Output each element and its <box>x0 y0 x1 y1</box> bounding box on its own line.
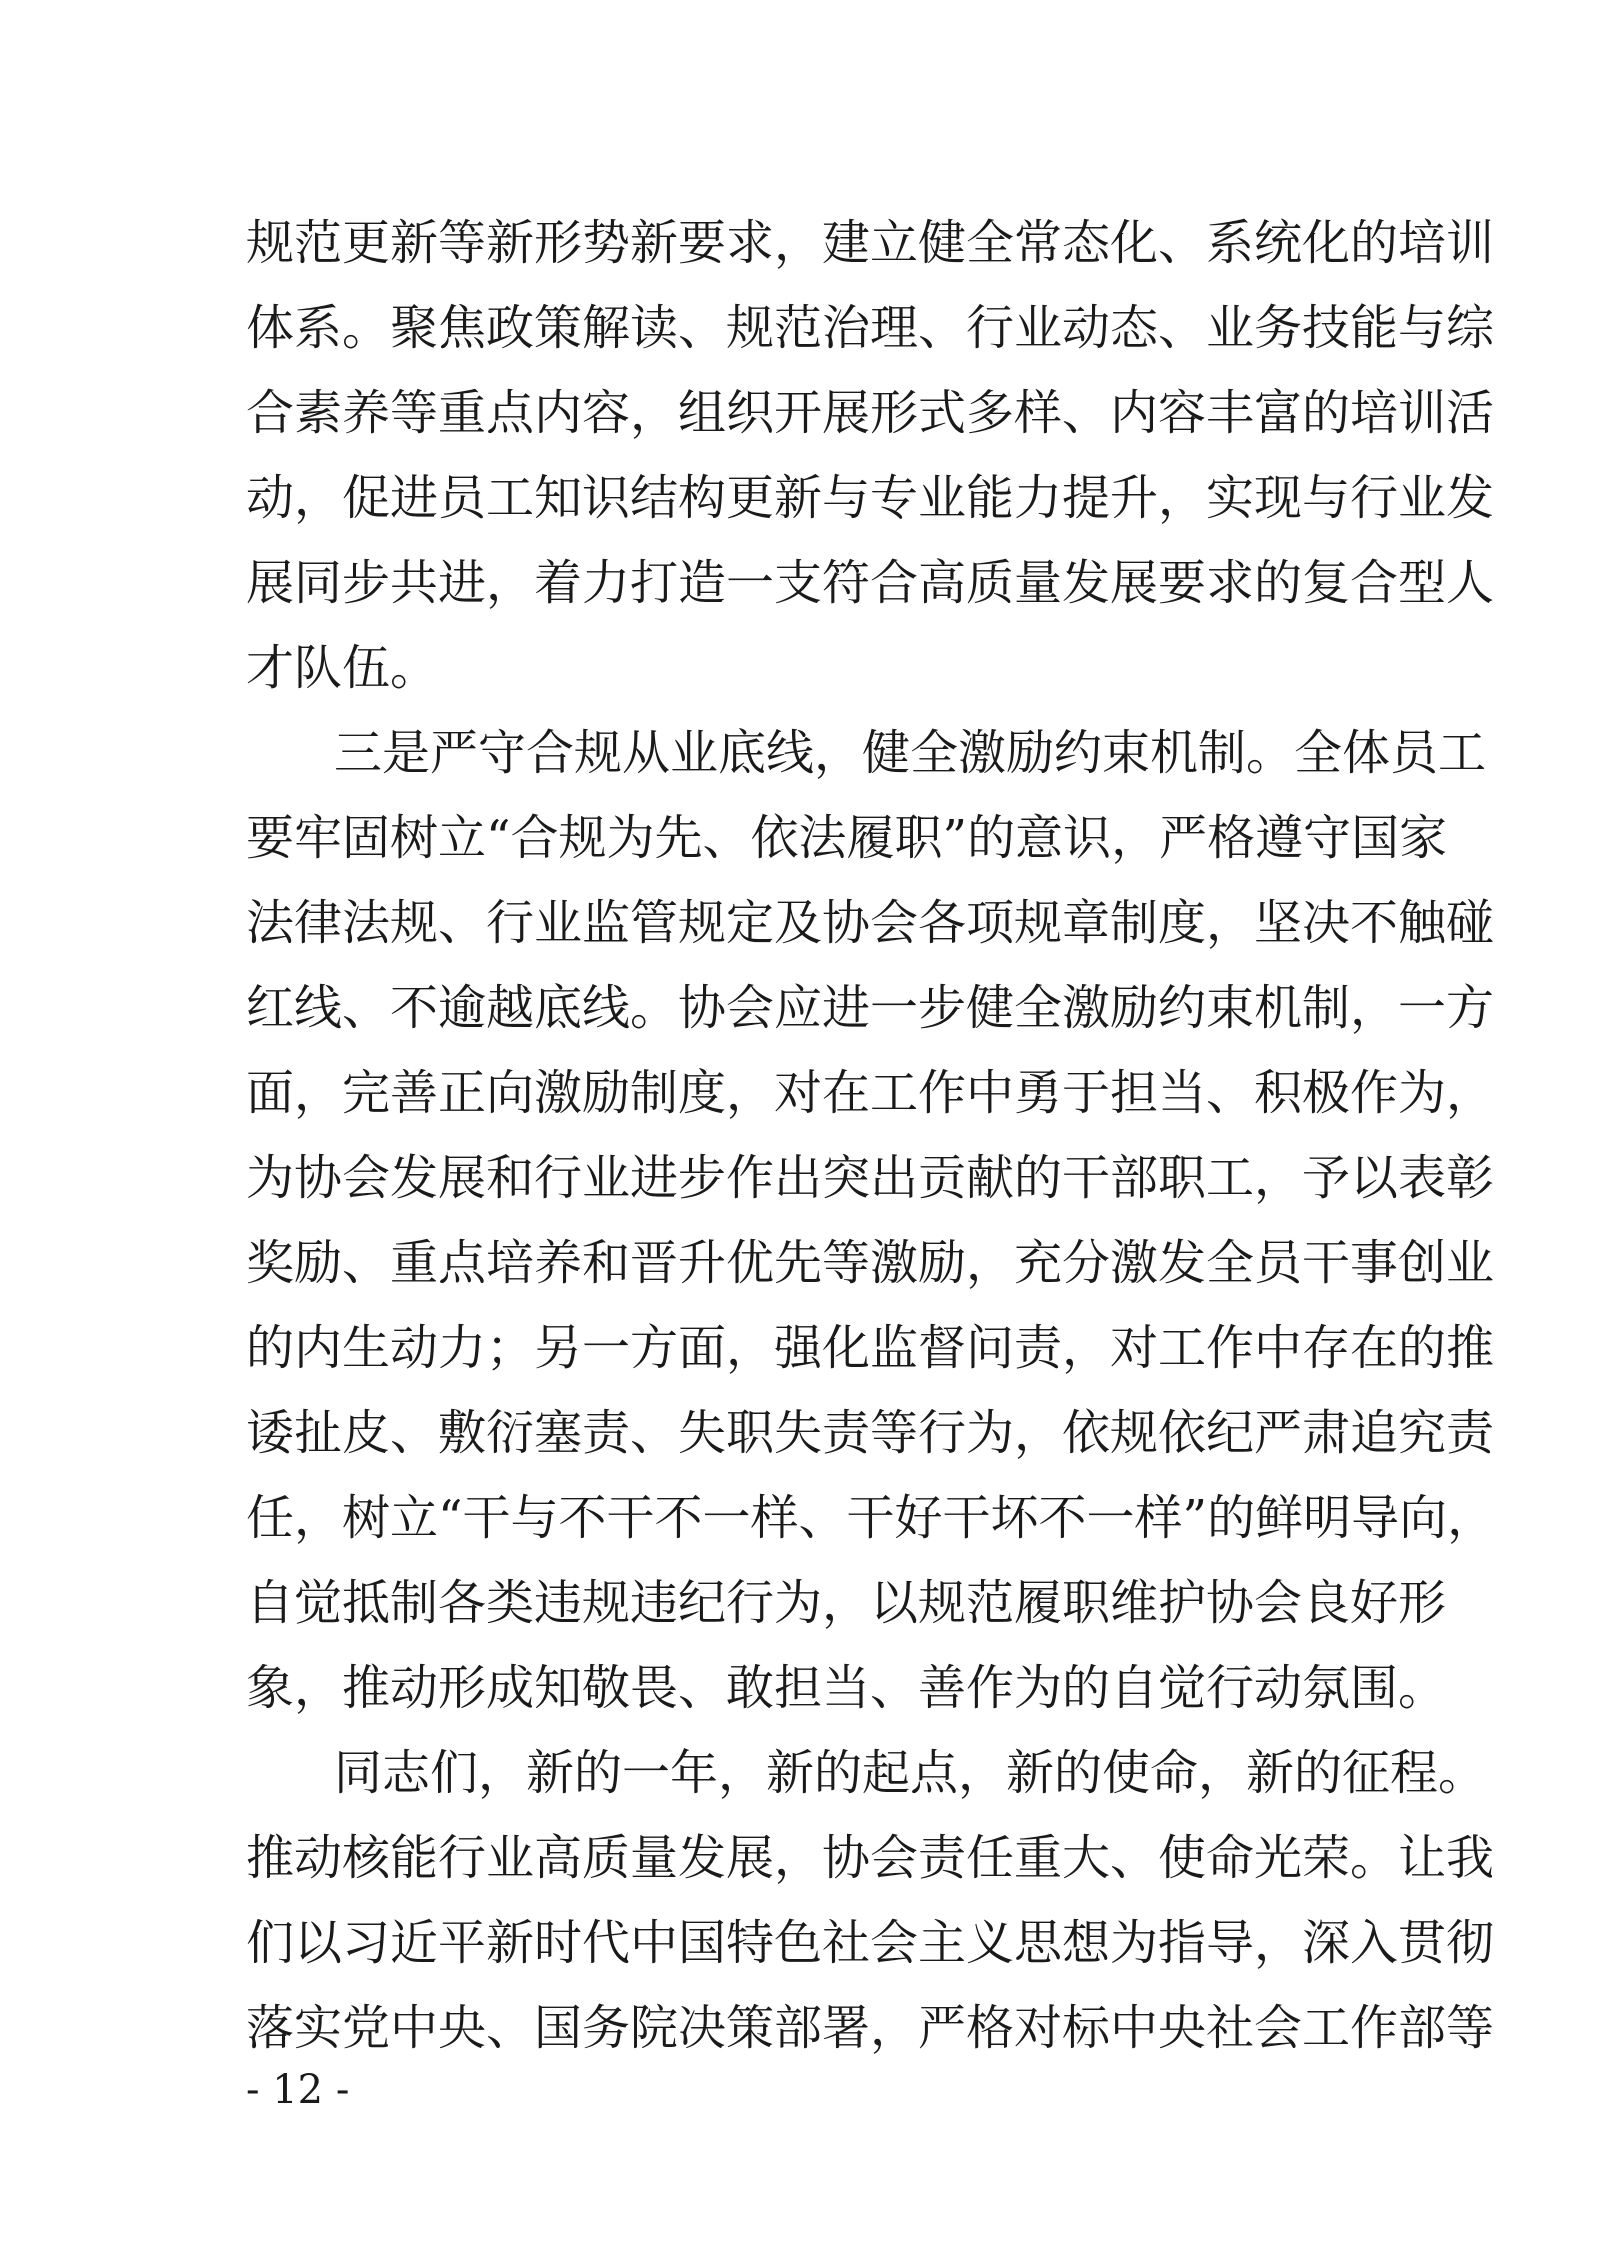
page-number: - 12 - <box>246 2067 350 2113</box>
body-text-line: 奖励、重点培养和晋升优先等激励，充分激发全员干事创业 <box>246 1235 1495 1291</box>
body-text-line: 要牢固树立“合规为先、依法履职”的意识，严格遵守国家 <box>246 810 1448 866</box>
paragraph-first-line: 三是严守合规从业底线，健全激励约束机制。全体员工 <box>334 725 1487 781</box>
body-text-line: 的内生动力；另一方面，强化监督问责，对工作中存在的推 <box>246 1320 1495 1376</box>
body-text-line: 象，推动形成知敬畏、敢担当、善作为的自觉行动氛围。 <box>246 1660 1447 1716</box>
body-text-line: 自觉抵制各类违规违纪行为，以规范履职维护协会良好形 <box>246 1575 1447 1631</box>
body-text-line: 们以习近平新时代中国特色社会主义思想为指导，深入贯彻 <box>246 1915 1495 1971</box>
body-text-line: 合素养等重点内容，组织开展形式多样、内容丰富的培训活 <box>246 385 1495 441</box>
body-text-line: 法律法规、行业监管规定及协会各项规章制度，坚决不触碰 <box>246 895 1495 951</box>
body-text-line: 落实党中央、国务院决策部署，严格对标中央社会工作部等 <box>246 2000 1495 2056</box>
paragraph-first-line: 同志们，新的一年，新的起点，新的使命，新的征程。 <box>334 1745 1487 1801</box>
body-text-line: 才队伍。 <box>246 640 439 696</box>
body-text-line: 为协会发展和行业进步作出突出贡献的干部职工，予以表彰 <box>246 1150 1495 1206</box>
body-text-line: 规范更新等新形势新要求，建立健全常态化、系统化的培训 <box>246 215 1495 271</box>
body-text-line: 任，树立“干与不干不一样、干好干坏不一样”的鲜明导向， <box>246 1490 1496 1546</box>
body-text-line: 面，完善正向激励制度，对在工作中勇于担当、积极作为， <box>246 1065 1495 1121</box>
body-text-line: 动，促进员工知识结构更新与专业能力提升，实现与行业发 <box>246 470 1495 526</box>
body-text-line: 诿扯皮、敷衍塞责、失职失责等行为，依规依纪严肃追究责 <box>246 1405 1495 1461</box>
body-text-line: 展同步共进，着力打造一支符合高质量发展要求的复合型人 <box>246 555 1495 611</box>
body-text-line: 体系。聚焦政策解读、规范治理、行业动态、业务技能与综 <box>246 300 1495 356</box>
body-text-line: 推动核能行业高质量发展，协会责任重大、使命光荣。让我 <box>246 1830 1495 1886</box>
body-text-line: 红线、不逾越底线。协会应进一步健全激励约束机制，一方 <box>246 980 1495 1036</box>
